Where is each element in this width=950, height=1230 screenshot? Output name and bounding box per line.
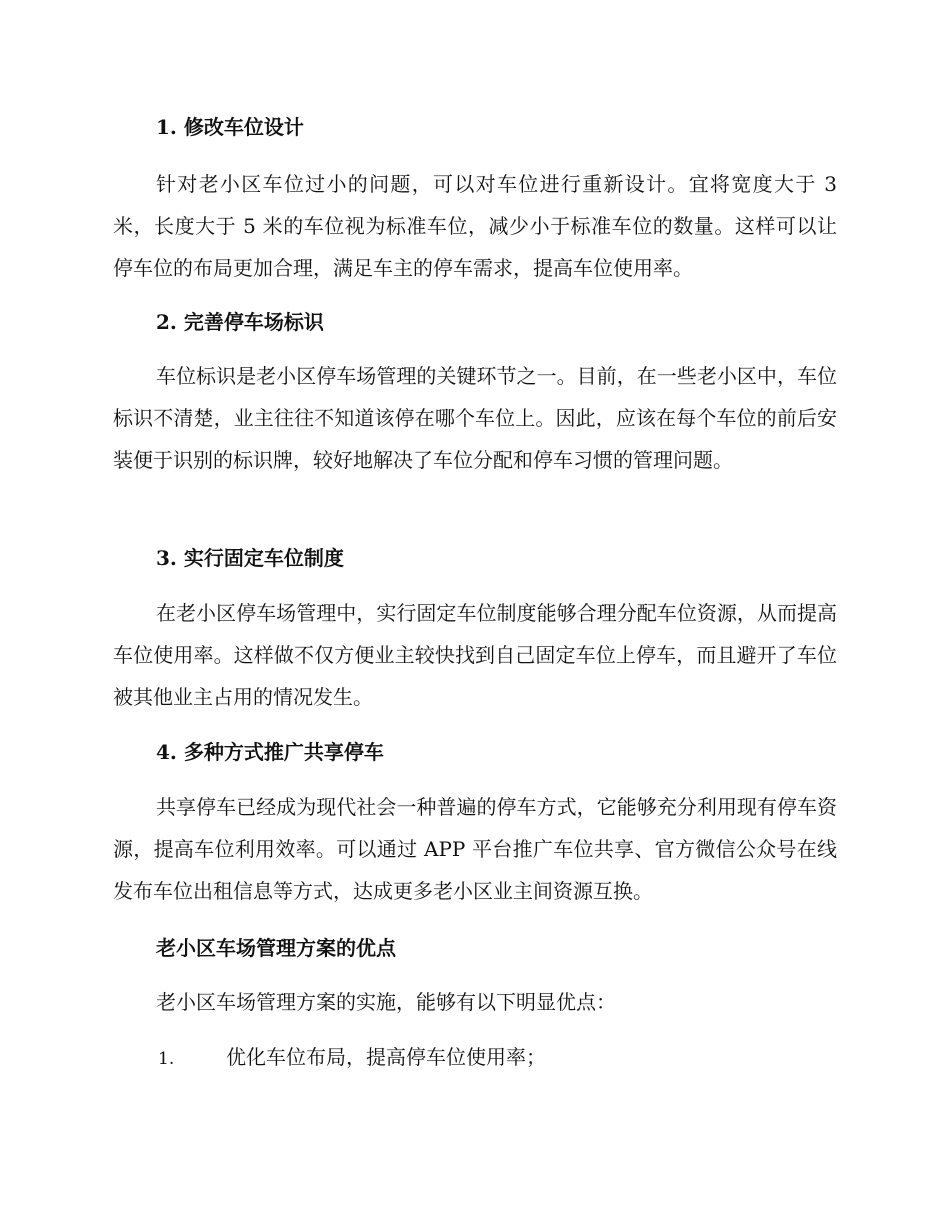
section-heading-1: 1. 修改车位设计 [156,115,304,139]
section-heading-2: 2. 完善停车场标识 [156,310,324,334]
section-paragraph-4: 共享停车已经成为现代社会一种普遍的停车方式，它能够充分利用现有停车资源，提高车位利用效率。可以通过 APP 平台推广车位共享、官方微信公众号在线发布车位出租信息等方式，达成更多老小区业主间资源互换。 [113,795,837,903]
section-heading-3: 3. 实行固定车位制度 [156,546,344,570]
section-paragraph-3: 在老小区停车场管理中，实行固定车位制度能够合理分配车位资源，从而提高车位使用率。这样做不仅方便业主较快找到自己固定车位上停车，而且避开了车位被其他业主占用的情况发生。 [113,601,837,709]
list-item-number: 1. [158,1049,175,1069]
section-heading-4: 4. 多种方式推广共享停车 [156,740,384,764]
section-paragraph-1: 针对老小区车位过小的问题，可以对车位进行重新设计。宜将宽度大于 3 米，长度大于 5 米的车位视为标准车位，减少小于标准车位的数量。这样可以让停车位的布局更加合理，满足车主的停车需求，提高车位使用率。 [113,172,837,280]
list-item [158,1043,546,1073]
list-item-text: 优化车位布局，提高停车位使用率； [226,1045,546,1069]
section-paragraph-2: 车位标识是老小区停车场管理的关键环节之一。目前，在一些老小区中，车位标识不清楚，业主往往不知道该停在哪个车位上。因此，应该在每个车位的前后安装便于识别的标识牌，较好地解决了车位分配和停车习惯的管理问题。 [113,364,837,472]
section-heading-5: 老小区车场管理方案的优点 [156,936,396,960]
section-paragraph-5: 老小区车场管理方案的实施，能够有以下明显优点： [156,990,616,1014]
